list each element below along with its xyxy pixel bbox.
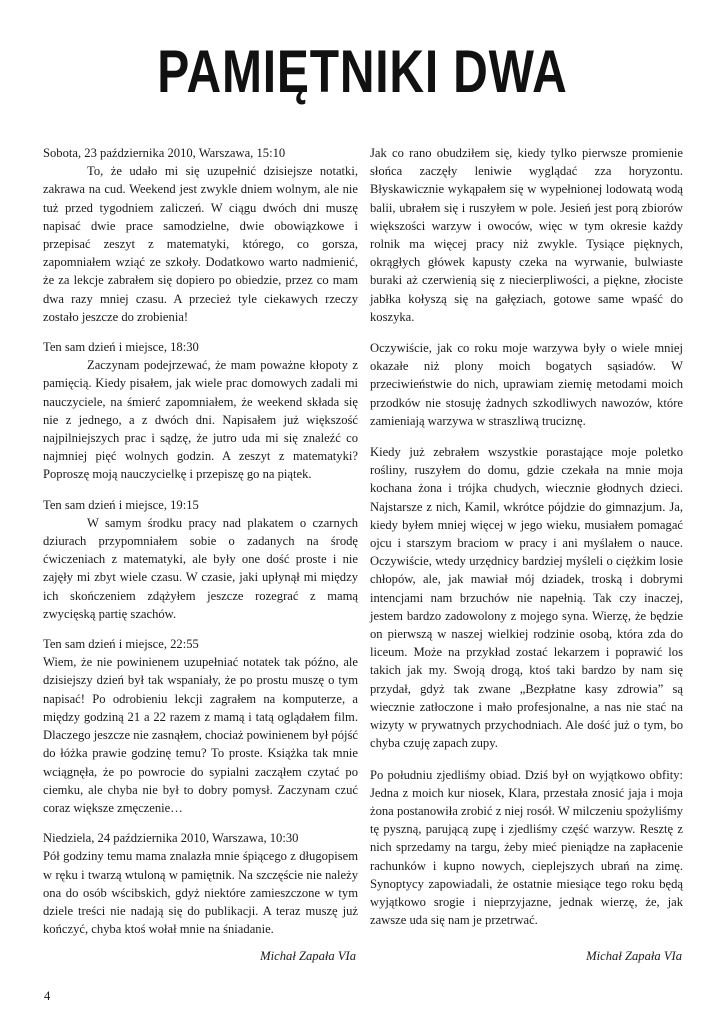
- entry-text: W samym środku pracy nad plakatem o czarnych dziurach przypomniałem sobie o zadanych na środę ćwiczeniach z matematyki, ale były one dość proste i nie zajęły mi zbyt wiele czasu. W czasie, jaki upłynął mi między ich skończeniem zdążyłem jeszcze rozegrać z mamą zwycięską partię szachów.: [43, 515, 358, 621]
- left-column: [43, 144, 358, 938]
- author-signature-right: Michał Zapała VIa: [586, 949, 682, 963]
- entry-header: Ten sam dzień i miejsce, 18:30: [43, 340, 199, 355]
- paragraph: Oczywiście, jak co roku moje warzywa były o wiele mniej okazałe niż plony moich bogatych sąsiadów. W przeciwieństwie do nich, uprawiam ziemię metodami moich przodków nie stosuję żadnych szkodliwych nawozów, które zamieniają warzywa w straszliwą truciznę.: [370, 341, 683, 428]
- entry-header: Ten sam dzień i miejsce, 19:15: [43, 497, 199, 512]
- right-column: [370, 144, 683, 929]
- page-title: PAMIĘTNIKI DWA: [157, 38, 568, 105]
- entry-text: Wiem, że nie powinienem uzupełniać notatek tak późno, ale dzisiejszy dzień był tak wspaniały, że po prostu muszę o tym napisać! Po odrobieniu lekcji zagrałem na komputerze, a między godziną 21 a 22 razem z mamą i tatą oglądałem film. Dlaczego jeszcze nie zasnąłem, chociaż powinienem był pójść do łóżka prawie godzinę temu? To proste. Książka tak mnie wciągnęła, że po powrocie do sypialni zacząłem czytać po ciemku, ale chyba nie był to dobry pomysł. Zaczynam czuć coraz większe zmęczenie…: [43, 655, 358, 815]
- page-number: 4: [44, 989, 51, 1003]
- author-signature-left: Michał Zapała VIa: [260, 949, 356, 963]
- entry-text: To, że udało mi się uzupełnić dzisiejsze notatki, zakrawa na cud. Weekend jest zwykle dniem wolnym, ale nie tuż przed tygodniem zaliczeń. W ciągu dwóch dni muszę napisać dwie prace samodzielne, dwie obowiązkowe i przepisać zeszyt z matematyki, którego, co gorsza, zapomniałem wziąć ze szkoły. Dodatkowo warto nadmienić, że za lekcje zabrałem się dopiero po obiedzie, przez co mam dwa razy mniej czasu. A przecież tyle ciekawych rzeczy zostało jeszcze do zrobienia!: [43, 164, 358, 324]
- entry-text: Zaczynam podejrzewać, że mam poważne kłopoty z pamięcią. Kiedy pisałem, jak wiele prac domowych zadali mi nauczyciele, na śmierć zapomniałem, że weekend składa się nie z jednego, a z dwóch dni. Napisałem już większość najpilniejszych prac i sądzę, że jutro uda mi się znaleźć co najmniej pięć wolnych godzin. A zeszyt z matematyki? Poproszę moją nauczycielkę i przepiszę go na piątek.: [43, 358, 358, 482]
- paragraph: Po południu zjedliśmy obiad. Dziś był on wyjątkowo obfity: Jedna z moich kur niosek, Klara, przestała znosić jaja i moja żona postanowiła zrobić z niej rosół. W milczeniu spożyliśmy tę pyszną, parującą zupę i zjedliśmy część warzyw. Resztę z nich sprzedamy na targu, żeby mieć pieniądze na zapłacenie rachunków i kupno nowych, cieplejszych ubrań na zimę. Synoptycy zapowiadali, że ostatnie miesiące tego roku będą wyjątkowo srogie i nieprzyjazne, jednak wierzę, że, jak zawsze uda się nam je przetrwać.: [370, 767, 683, 928]
- entry-header: Sobota, 23 października 2010, Warszawa, 15:10: [43, 146, 286, 160]
- entry-header: Niedziela, 24 października 2010, Warszawa, 10:30: [43, 831, 299, 846]
- paragraph: Jak co rano obudziłem się, kiedy tylko pierwsze promienie słońca zaczęły leniwie wyglądać zza horyzontu. Błyskawicznie wykąpałem się w wypełnionej lodowatą wodą balii, ubrałem się i ruszyłem w pole. Jesień jest porą zbiorów większości warzyw i owoców, więc w tym okresie każdy rolnik ma więcej pracy niż zwykle. Tysiące pięknych, okrągłych główek kapusty czeka na wyrwanie, bulwiaste buraki aż czerwienią się z niecierpliwości, a piękne, złociste jabłka kołyszą się na gałęziach, gotowe same wpaść do koszyka.: [370, 146, 683, 324]
- entry-header: Ten sam dzień i miejsce, 22:55: [43, 637, 199, 652]
- paragraph: Kiedy już zebrałem wszystkie porastające moje poletko rośliny, ruszyłem do domu, gdzie czekała na mnie moja kochana żona i trójka chudych, wiecznie głodnych dzieci. Najstarsze z nich, Kamil, wkrótce pójdzie do gimnazjum. Ja, kiedy byłem mniej więcej w jego wieku, musiałem pomagać ojcu i starszym braciom w pracy i ani myślałem o nauce. Oczywiście, wtedy urzędnicy bardziej myśleli o ciężkim losie chłopów, ale, jak mawiał mój dziadek, troską i dobrymi intencjami nam brzuchów nie napełnią. Tak czy inaczej, jestem bardzo zadowolony z mojego syna. Wierzę, że będzie on pierwszą w naszej wielkiej rodzinie osobą, która zda do liceum. Może na przykład zostać lekarzem i poprawić los takich jak my. Swoją drogą, ktoś taki bardzo by nam się przydał, gdyż tak zwane „Bezpłatne kasy zdrowia” są wiecznie zatłoczone i mało profesjonalne, a nas nie stać na wizyty w prywatnych przychodniach. Ale dość już o tym, bo chyba czuję zapach zupy.: [370, 445, 683, 751]
- entry-text: Pół godziny temu mama znalazła mnie śpiącego z długopisem w ręku i twarzą wtuloną w pamiętnik. Na szczęście nie należy ona do osób wścibskich, gdyż niektóre zamieszczone w tym dziele treści nie nadają się do publikacji. A teraz muszę już kończyć, chyba ktoś wołał mnie na śniadanie.: [43, 849, 358, 937]
